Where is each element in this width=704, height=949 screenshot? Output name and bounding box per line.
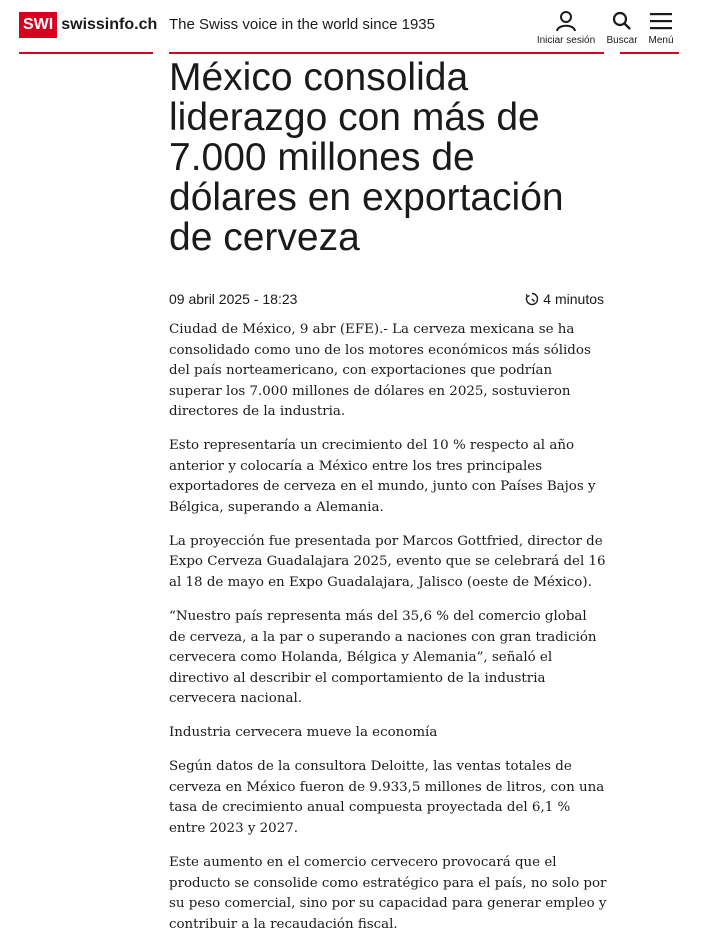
hamburger-menu-icon xyxy=(649,10,673,32)
clock-icon xyxy=(525,292,539,306)
header-divider-right xyxy=(620,52,679,54)
menu-button[interactable] xyxy=(644,10,678,46)
article-paragraph: Según datos de la consultora Deloitte, las ventas totales de cerveza en México fueron de 9.933,5 millones de litros, con una tasa de crecimiento anual compuesta proyectada del 6,1 % entre 2023 y 2027. xyxy=(169,759,605,836)
search-label: Buscar xyxy=(606,35,638,46)
article-title: México consolida liderazgo con más de 7.000 millones de dólares en exportación de cerveza xyxy=(169,56,564,259)
menu-label: Menú xyxy=(648,35,674,46)
login-button[interactable] xyxy=(535,10,597,46)
user-icon xyxy=(555,10,577,32)
header-divider-center xyxy=(169,52,604,54)
read-time xyxy=(525,291,604,307)
article-paragraph: Ciudad de México, 9 abr (EFE).- La cerveza mexicana se ha consolidado como uno de los motores económicos más sólidos del país norteamericano, con exportaciones que podrían superar los 7.000 millones de dólares en 2025, sostuvieron directores de la industria. xyxy=(169,322,591,419)
logo-badge: SWI xyxy=(19,12,57,38)
article-paragraph: “Nuestro país representa más del 35,6 % del comercio global de cerveza, a la par o superando a naciones con gran tradición cervecera como Holanda, Bélgica y Alemania”, señaló el directivo al describir el comportamiento de la industria cervecera nacional. xyxy=(169,609,597,707)
article-paragraph: La proyección fue presentada por Marcos Gottfried, director de Expo Cerveza Guadalajara 2025, evento que se celebrará del 16 al 18 de mayo en Expo Guadalajara, Jalisco (oeste de México). xyxy=(169,533,606,590)
article-paragraph: Este aumento en el comercio cervecero provocará que el producto se consolide como estratégico para el país, no solo por su peso comercial, sino por su capacidad para generar empleo y contribuir a la recaudación fiscal. xyxy=(169,855,607,932)
article-meta xyxy=(169,291,604,309)
header-divider-left xyxy=(19,52,153,54)
logo-text: swissinfo.ch xyxy=(61,16,158,33)
article-body xyxy=(169,320,607,949)
search-button[interactable] xyxy=(604,10,640,46)
publish-date: 09 abril 2025 - 18:23 xyxy=(169,291,298,307)
read-time-label: 4 minutos xyxy=(543,291,604,307)
search-icon xyxy=(611,10,633,32)
site-tagline: The Swiss voice in the world since 1935 xyxy=(169,16,435,33)
site-header xyxy=(0,0,704,55)
swissinfo-logo[interactable] xyxy=(19,12,157,38)
article-paragraph: Esto representaría un crecimiento del 10 % respecto al año anterior y colocaría a México entre los tres principales exportadores de cerveza en el mundo, junto con Países Bajos y Bélgica, superando a Alemania. xyxy=(169,438,596,515)
article-subheading: Industria cervecera mueve la economía xyxy=(169,725,438,741)
login-label: Iniciar sesión xyxy=(536,35,596,46)
